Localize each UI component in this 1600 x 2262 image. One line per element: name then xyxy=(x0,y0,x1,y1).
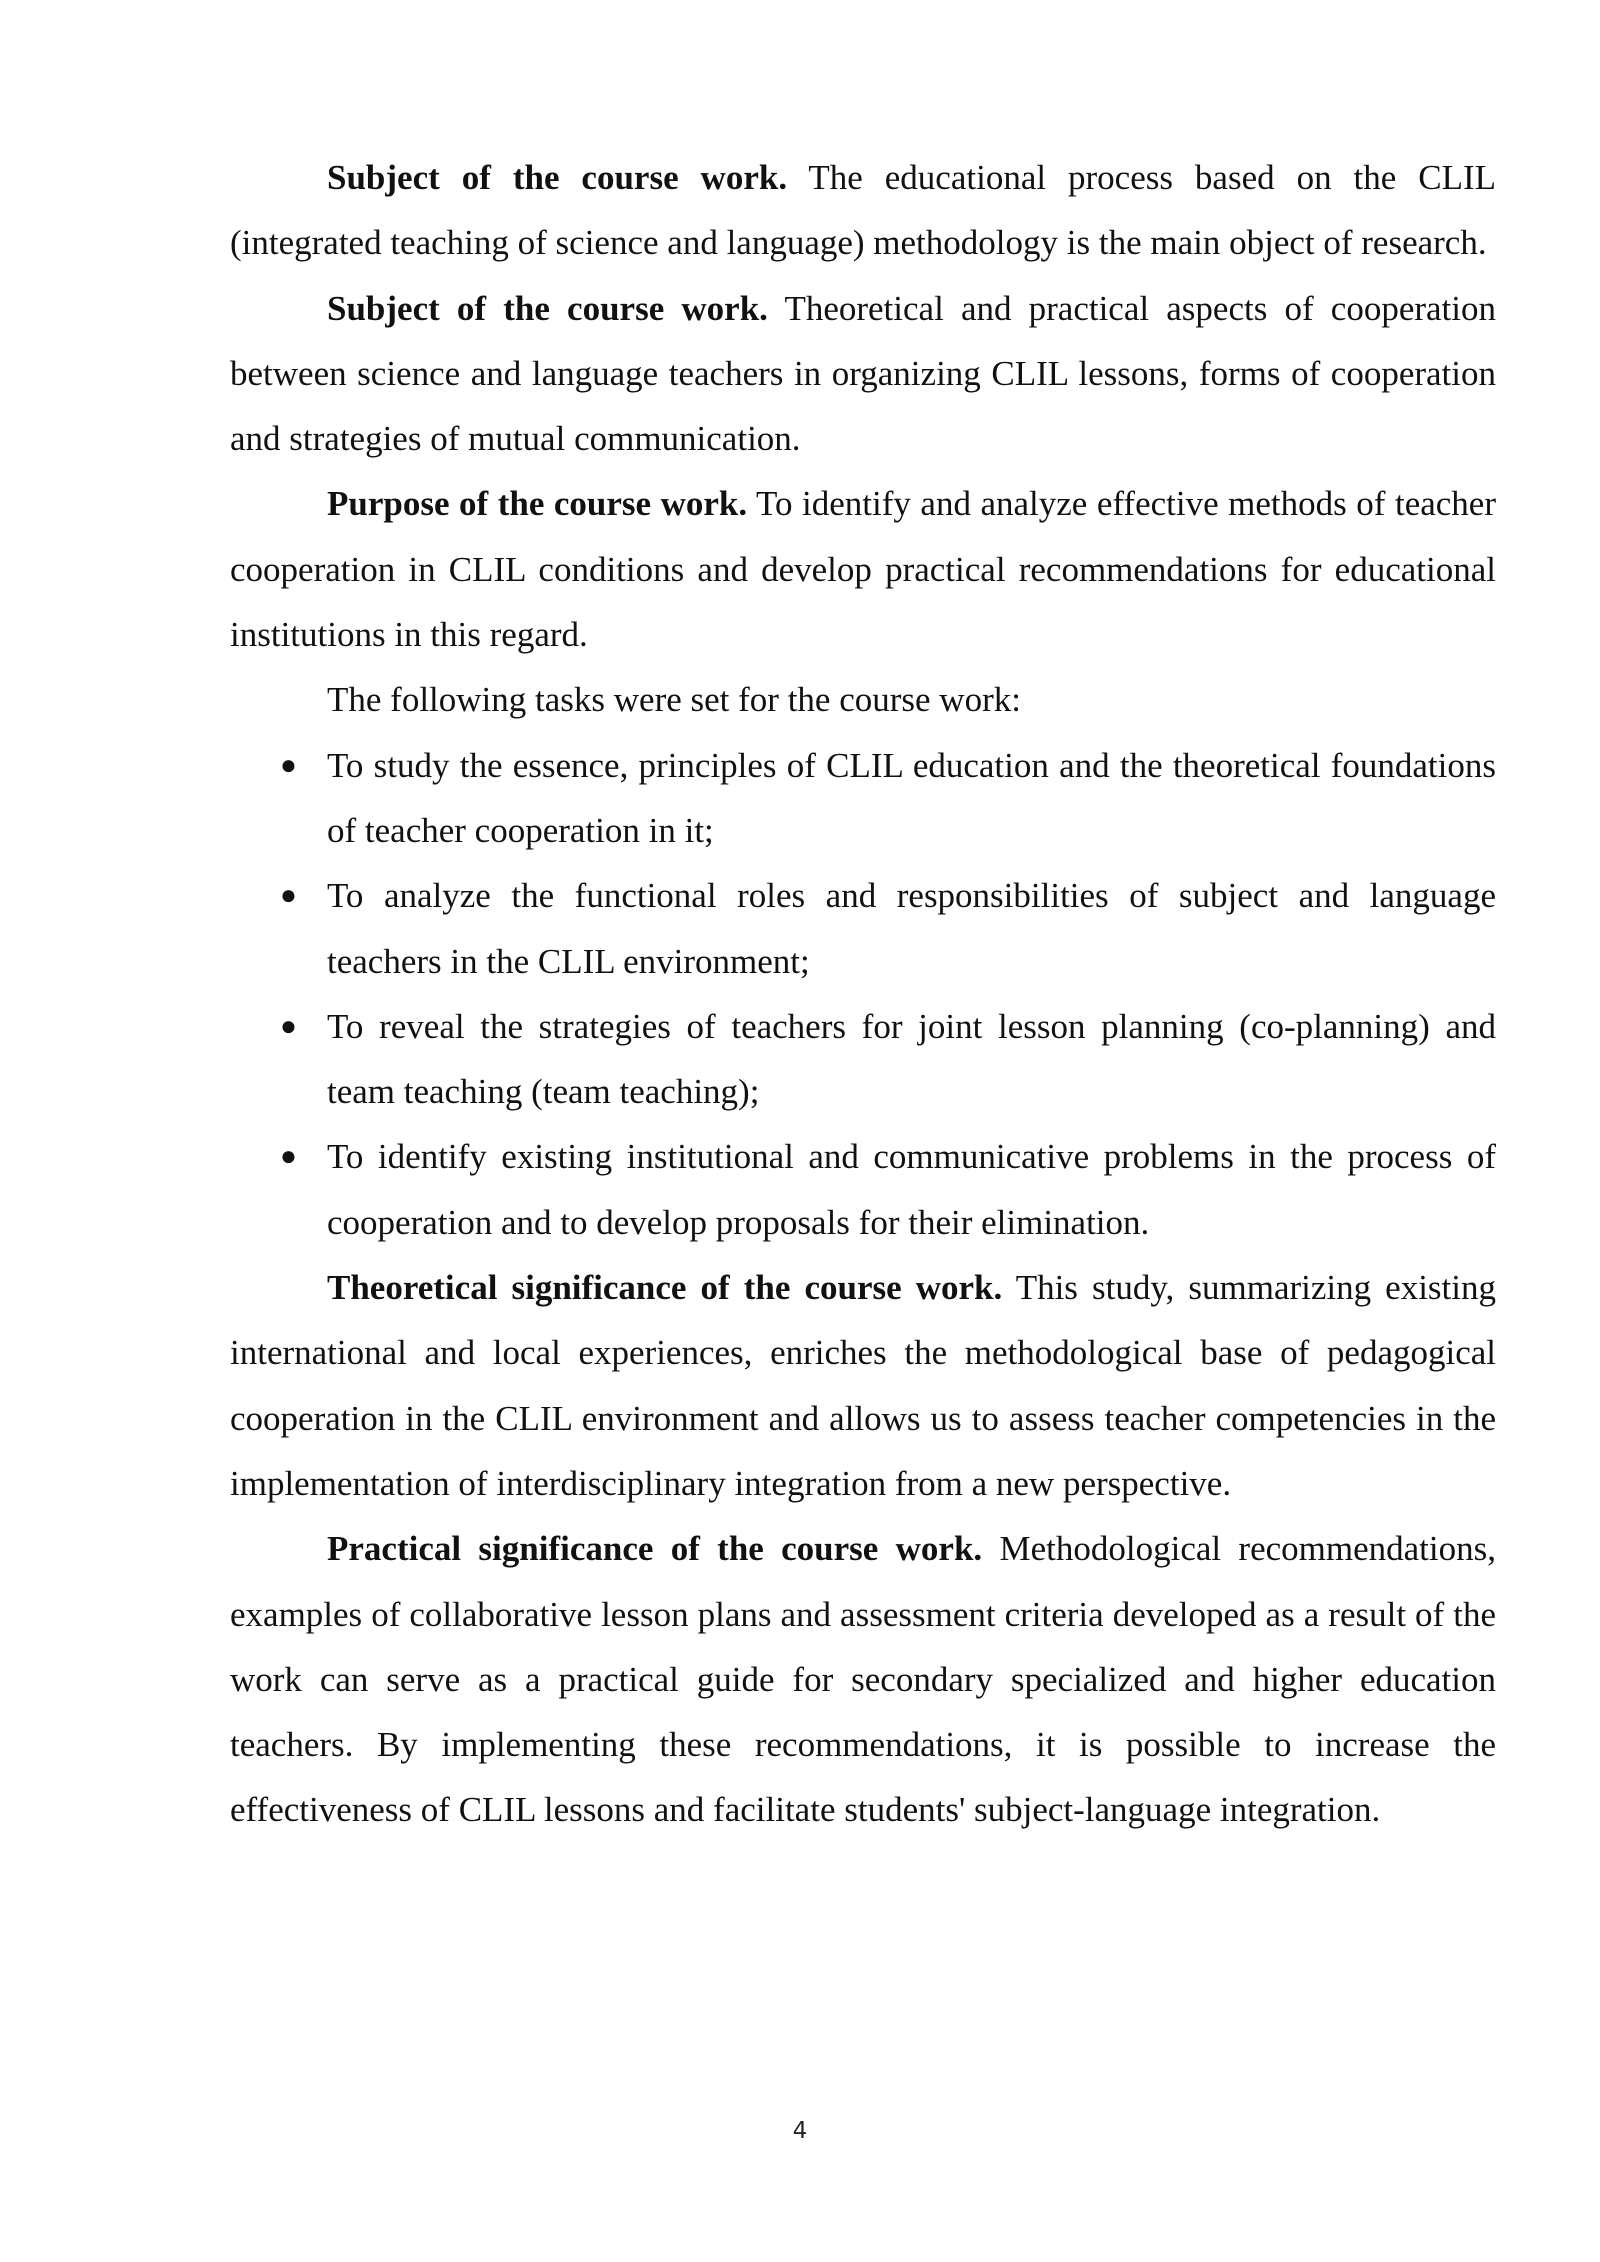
subject-paragraph xyxy=(230,276,1496,472)
tasks-intro: The following tasks were set for the course work: xyxy=(327,680,1021,720)
bullet-icon: ● xyxy=(280,1141,297,1173)
object-heading: Subject of the course work. xyxy=(327,158,788,197)
page-number: 4 xyxy=(792,2118,808,2144)
bullet-icon: ● xyxy=(280,880,297,912)
purpose-paragraph xyxy=(230,471,1496,667)
tasks-list xyxy=(230,733,1496,1255)
list-item xyxy=(230,863,1496,994)
list-item xyxy=(230,1124,1496,1255)
bullet-icon: ● xyxy=(280,1010,297,1042)
task-text: To analyze the functional roles and responsibilities of subject and language teachers in the CLIL environment; xyxy=(327,876,1496,981)
list-item xyxy=(230,733,1496,864)
list-item xyxy=(230,994,1496,1125)
subject-text: Theoretical and practical aspects of cooperation between science and language teachers in organizing CLIL lessons, forms of cooperation and strategies of mutual communication. xyxy=(230,288,1496,459)
task-text: To identify existing institutional and communicative problems in the process of cooperation and to develop proposals for their elimination. xyxy=(327,1137,1496,1242)
purpose-text: To identify and analyze effective methods of teacher cooperation in CLIL conditions and develop practical recommendations for educational institutions in this regard. xyxy=(230,484,1497,655)
bullet-icon: ● xyxy=(280,749,297,781)
object-paragraph xyxy=(230,145,1496,276)
practical-heading: Practical significance of the course work. xyxy=(327,1529,983,1569)
task-text: To reveal the strategies of teachers for joint lesson planning (co-planning) and team teaching (team teaching); xyxy=(327,1006,1496,1112)
page-body xyxy=(230,145,1496,1843)
task-text: To study the essence, principles of CLIL education and the theoretical foundations of teacher cooperation in it; xyxy=(327,745,1496,850)
purpose-heading: Purpose of the course work. xyxy=(327,484,748,524)
theoretical-heading: Theoretical significance of the course work. xyxy=(327,1268,1003,1308)
theoretical-text: This study, summarizing existing international and local experiences, enriches the methodological base of pedagogical cooperation in the CLIL environment and allows us to assess teacher competencies in the implementation of interdisciplinary integration from a new perspective. xyxy=(230,1268,1497,1503)
practical-paragraph xyxy=(230,1516,1496,1842)
subject-heading: Subject of the course work. xyxy=(327,288,768,328)
theoretical-paragraph xyxy=(230,1255,1496,1516)
practical-text: Methodological recommendations, examples of collaborative lesson plans and assessment criteria developed as a result of the work can serve as a practical guide for secondary specialized and higher education teachers. By implementing these recommendations, it is possible to increase the effectiveness of CLIL lessons and facilitate students' subject-language integration. xyxy=(230,1529,1496,1830)
object-text: The educational process based on the CLIL (integrated teaching of science and language) methodology is the main object of research. xyxy=(230,158,1496,263)
